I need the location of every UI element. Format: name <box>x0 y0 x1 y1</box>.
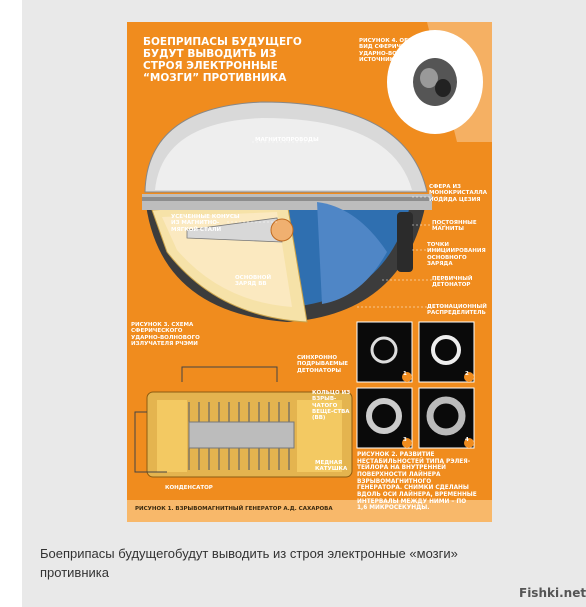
photo-number-1: 1 <box>403 371 407 377</box>
kondensator-label: КОНДЕНСАТОР <box>165 485 213 491</box>
sfera-label: СФЕРА ИЗ МОНОКРИСТАЛЛА ИОДИДА ЦЕЗИЯ <box>429 184 487 203</box>
photo-number-3: 3 <box>403 437 407 443</box>
raspredelitel-label: ДЕТОНАЦИОННЫЙ РАСПРЕДЕЛИТЕЛЬ <box>427 304 487 317</box>
koltso-label: КОЛЬЦО ИЗ ВЗРЫВ-ЧАТОГО ВЕЩЕ-СТВА (ВВ) <box>312 390 351 422</box>
infographic-poster <box>127 22 492 522</box>
katushka-label: МЕДНАЯ КАТУШКА <box>315 460 348 473</box>
post-caption: Боеприпасы будущегобудут выводить из строя электронные «мозги» противника <box>40 546 458 580</box>
sinhronno-label: СИНХРОННО ПОДРЫВАЕМЫЕ ДЕТОНАТОРЫ <box>297 355 349 374</box>
site-watermark: Fishki.net <box>519 586 586 600</box>
fig1-label: РИСУНОК 1. ВЗРЫВОМАГНИТНЫЙ ГЕНЕРАТОР А.Д. САХАРОВА <box>135 506 333 512</box>
fig3-label: РИСУНОК 3. СХЕМА СФЕРИЧЕСКОГО УДАРНО-ВОЛНОВОГО ИЗЛУЧАТЕЛЯ РЧЭМИ <box>131 322 200 347</box>
photo-number-2: 2 <box>465 371 469 377</box>
photo-number-4: 4 <box>465 437 469 443</box>
magnetoprovody-label: МАГНИТОПРОВОДЫ <box>255 137 319 143</box>
poster-title: БОЕПРИПАСЫ БУДУЩЕГО БУДУТ ВЫВОДИТЬ ИЗ СТРОЯ ЭЛЕКТРОННЫЕ “МОЗГИ” ПРОТИВНИКА <box>143 36 302 85</box>
fig4-label: РИСУНОК 4. ОБЩИЙ ВИД СФЕРИЧЕСКОГО УДАРНО-ВОЛНОВОГО ИСТОЧНИКА РЧЭМИ <box>359 38 428 63</box>
pervichny-label: ПЕРВИЧНЫЙ ДЕТОНАТОР <box>432 276 473 289</box>
konusy-label: УСЕЧЕННЫЕ КОНУСЫ ИЗ МАГНИТНО-МЯГКОЙ СТАЛИ <box>171 214 240 233</box>
sphere-diagram <box>127 22 492 522</box>
tochki-label: ТОЧКИ ИНИЦИИРОВАНИЯ ОСНОВНОГО ЗАРЯДА <box>427 242 486 267</box>
osnovnoy-label: ОСНОВНОЙ ЗАРЯД ВВ <box>235 275 272 288</box>
fig2-label: РИСУНОК 2. РАЗВИТИЕ НЕСТАБИЛЬНОСТЕЙ ТИПА РЭЛЕЯ-ТЕЙЛОРА НА ВНУТРЕННЕЙ ПОВЕРХНОСТИ ЛАЙНЕРА ВЗРЫВОМАГНИТНОГО ГЕНЕРАТОРА. СНИМКИ СДЕЛАНЫ ВДОЛЬ ОСИ ЛАЙНЕРА, ВРЕМЕННЫЕ ИНТЕРВАЛЫ МЕЖДУ НИМИ – ПО 1,6 МИКРОСЕКУНДЫ. <box>357 452 477 512</box>
postoyannye-label: ПОСТОЯННЫЕ МАГНИТЫ <box>432 220 477 233</box>
